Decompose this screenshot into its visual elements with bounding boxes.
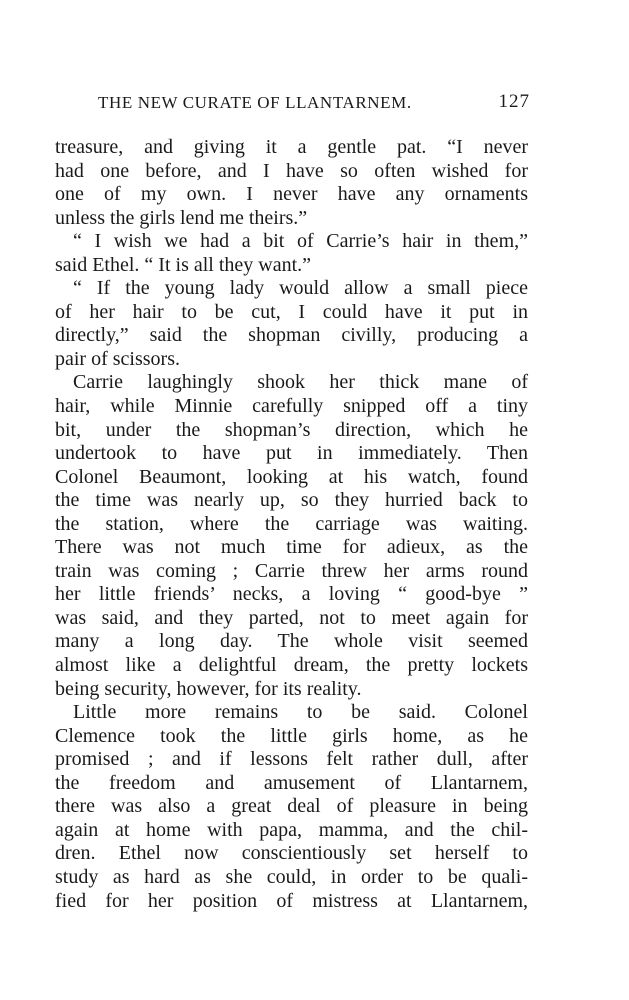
text-line: fied for her position of mistress at Llantarnem, bbox=[55, 889, 528, 912]
text-line: many a long day. The whole visit seemed bbox=[55, 630, 528, 653]
text-line: undertook to have put in immediately. Then bbox=[55, 442, 528, 465]
text-line: Little more remains to be said. Colonel bbox=[73, 701, 528, 724]
text-line: study as hard as she could, in order to be quali- bbox=[55, 865, 528, 888]
text-line: one of my own. I never have any ornaments bbox=[55, 183, 528, 206]
running-header bbox=[98, 93, 530, 117]
text-line: the station, where the carriage was waiting. bbox=[55, 512, 528, 535]
text-line: almost like a delightful dream, the pretty lockets bbox=[55, 654, 528, 677]
text-line: bit, under the shopman’s direction, which he bbox=[55, 418, 528, 441]
text-line: the time was nearly up, so they hurried back to bbox=[55, 489, 528, 512]
text-line: There was not much time for adieux, as the bbox=[55, 536, 528, 559]
text-line: Carrie laughingly shook her thick mane of bbox=[73, 371, 528, 394]
text-line: Clemence took the little girls home, as he bbox=[55, 724, 528, 747]
page-number: 127 bbox=[498, 91, 530, 112]
text-line: directly,” said the shopman civilly, producing a bbox=[55, 324, 528, 347]
body-text bbox=[55, 136, 528, 913]
text-line: had one before, and I have so often wished for bbox=[55, 159, 528, 182]
text-line: hair, while Minnie carefully snipped off a tiny bbox=[55, 395, 528, 418]
text-line: her little friends’ necks, a loving “ good-bye ” bbox=[55, 583, 528, 606]
text-line: “ If the young lady would allow a small piece bbox=[73, 277, 528, 300]
text-line: there was also a great deal of pleasure in being bbox=[55, 795, 528, 818]
text-line: being security, however, for its reality. bbox=[55, 677, 362, 700]
text-line: treasure, and giving it a gentle pat. “I never bbox=[55, 136, 528, 158]
text-line: “ I wish we had a bit of Carrie’s hair in them,” bbox=[73, 230, 528, 253]
text-line: the freedom and amusement of Llantarnem, bbox=[55, 771, 528, 794]
text-line: said Ethel. “ It is all they want.” bbox=[55, 253, 312, 276]
text-line: train was coming ; Carrie threw her arms round bbox=[55, 559, 528, 582]
text-line: dren. Ethel now conscientiously set herself to bbox=[55, 842, 528, 865]
text-line: pair of scissors. bbox=[55, 347, 180, 370]
running-title: THE NEW CURATE OF LLANTARNEM. bbox=[98, 93, 412, 112]
text-line: promised ; and if lessons felt rather dull, after bbox=[55, 748, 528, 771]
text-line: Colonel Beaumont, looking at his watch, found bbox=[55, 465, 528, 488]
text-line: was said, and they parted, not to meet again for bbox=[55, 606, 528, 629]
text-line: of her hair to be cut, I could have it put in bbox=[55, 300, 528, 323]
text-line: again at home with papa, mamma, and the chil- bbox=[55, 818, 528, 841]
text-line: unless the girls lend me theirs.” bbox=[55, 206, 308, 229]
